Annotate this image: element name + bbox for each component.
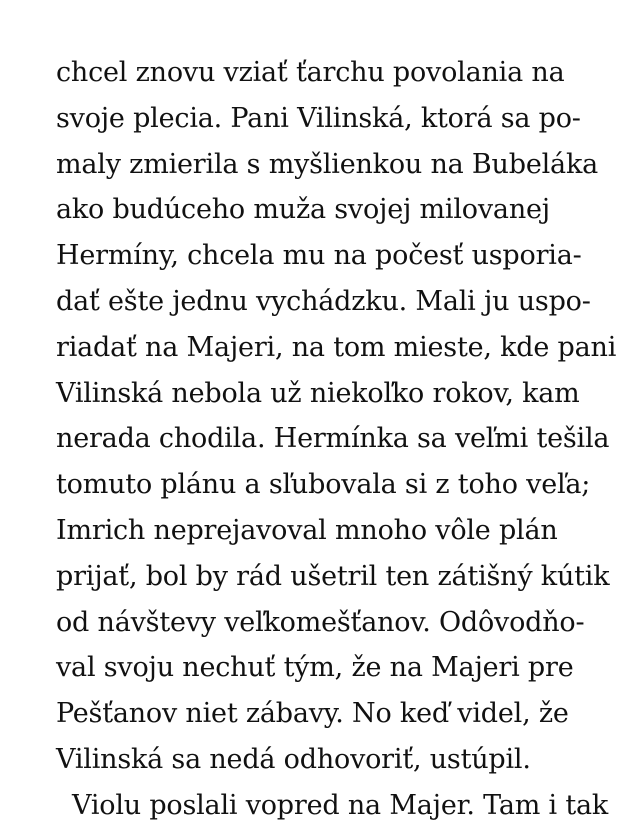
text-line: maly zmierila s myšlienkou na Bubeláka <box>56 148 598 180</box>
text-line: riadať na Majeri, na tom mieste, kde pani <box>56 331 617 363</box>
text-line: tomuto plánu a sľubovala si z toho veľa; <box>56 469 591 501</box>
text-line: Vilinská nebola už niekoľko rokov, kam <box>56 377 580 409</box>
text-line: Hermíny, chcela mu na počesť usporia- <box>56 240 582 272</box>
text-line: prijať, bol by rád ušetril ten zátišný kútik <box>56 560 610 592</box>
text-line: od návštevy veľkomešťanov. Odôvodňo- <box>56 606 585 638</box>
text-line: svoje plecia. Pani Vilinská, ktorá sa po- <box>56 102 581 134</box>
text-line: ako budúceho muža svojej milovanej <box>56 194 550 226</box>
text-line: Pešťanov niet zábavy. No keď videl, že <box>56 698 569 730</box>
text-line: val svoju nechuť tým, že na Majeri pre <box>56 652 574 684</box>
text-line: nerada chodila. Hermínka sa veľmi tešila <box>56 423 610 455</box>
body-text <box>56 50 617 829</box>
text-line: Imrich neprejavoval mnoho vôle plán <box>56 514 558 546</box>
text-line: Vilinská sa nedá odhovoriť, ustúpil. <box>56 743 531 775</box>
text-line: chcel znovu vziať ťarchu povolania na <box>56 57 565 88</box>
text-line: dať ešte jednu vychádzku. Mali ju uspo- <box>56 285 591 317</box>
paragraph-first-line: Violu poslali vopred na Majer. Tam i tak <box>72 789 609 821</box>
